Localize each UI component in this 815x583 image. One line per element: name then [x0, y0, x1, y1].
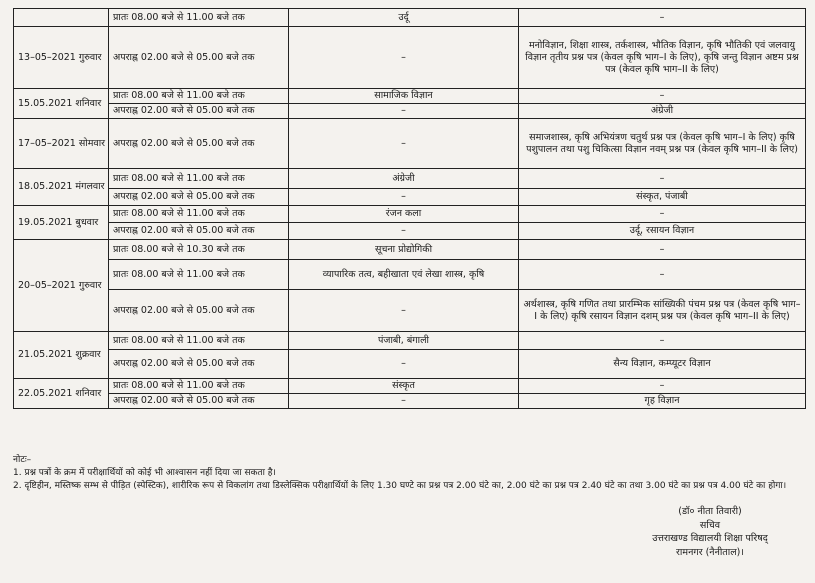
exam-subject-2: – — [519, 260, 806, 290]
exam-subject-1: – — [289, 350, 519, 379]
exam-subject-1: सामाजिक विज्ञान — [289, 89, 519, 104]
exam-subject-2: उर्दू, रसायन विज्ञान — [519, 223, 806, 240]
exam-time: अपराह्न 02.00 बजे से 05.00 बजे तक — [109, 223, 289, 240]
exam-subject-1: – — [289, 27, 519, 89]
exam-subject-2: अंग्रेजी — [519, 104, 806, 119]
signature-block — [610, 505, 810, 559]
exam-time: प्रातः 08.00 बजे से 11.00 बजे तक — [109, 169, 289, 189]
schedule-row — [14, 290, 806, 332]
exam-date: 22.05.2021 शनिवार — [14, 379, 109, 409]
exam-time: प्रातः 08.00 बजे से 11.00 बजे तक — [109, 260, 289, 290]
schedule-row — [14, 260, 806, 290]
signatory-place: रामनगर (नैनीताल)। — [676, 546, 744, 558]
exam-date — [14, 9, 109, 27]
exam-subject-1: – — [289, 290, 519, 332]
exam-date: 20–05–2021 गुरुवार — [14, 240, 109, 332]
notes-section — [13, 454, 805, 493]
schedule-row — [14, 379, 806, 394]
schedule-row — [14, 169, 806, 189]
exam-date: 18.05.2021 मंगलवार — [14, 169, 109, 206]
exam-subject-2: – — [519, 9, 806, 27]
exam-time: अपराह्न 02.00 बजे से 05.00 बजे तक — [109, 350, 289, 379]
exam-subject-2: सैन्य विज्ञान, कम्प्यूटर विज्ञान — [519, 350, 806, 379]
exam-date: 21.05.2021 शुक्रवार — [14, 332, 109, 379]
exam-subject-1: – — [289, 104, 519, 119]
exam-subject-2: – — [519, 332, 806, 350]
signatory-name: (डॉ० नीता तिवारी) — [678, 506, 742, 517]
exam-time: अपराह्न 02.00 बजे से 05.00 बजे तक — [109, 189, 289, 206]
exam-time: अपराह्न 02.00 बजे से 05.00 बजे तक — [109, 104, 289, 119]
schedule-row — [14, 240, 806, 260]
exam-date: 19.05.2021 बुधवार — [14, 206, 109, 240]
signatory-org: उत्तराखण्ड विद्यालयी शिक्षा परिषद् — [652, 533, 768, 544]
exam-subject-1: पंजाबी, बंगाली — [289, 332, 519, 350]
exam-date: 15.05.2021 शनिवार — [14, 89, 109, 119]
exam-subject-2: समाजशास्त्र, कृषि अभियंत्रण चतुर्थ प्रश्न पत्र (केवल कृषि भाग–I के लिए) कृषि पशुपालन तथा पशु चिकित्सा विज्ञान नवम् प्रश्न पत्र (केवल कृषि भाग–II के लिए) — [519, 119, 806, 169]
exam-time: अपराह्न 02.00 बजे से 05.00 बजे तक — [109, 290, 289, 332]
schedule-row — [14, 332, 806, 350]
schedule-row — [14, 27, 806, 89]
note-1: 1. प्रश्न पत्रों के क्रम में परीक्षार्थियों को कोई भी आश्वासन नहीं दिया जा सकता है। — [13, 468, 276, 478]
exam-time: प्रातः 08.00 बजे से 11.00 बजे तक — [109, 89, 289, 104]
exam-subject-1: उर्दू — [289, 9, 519, 27]
exam-time: प्रातः 08.00 बजे से 11.00 बजे तक — [109, 9, 289, 27]
exam-time: प्रातः 08.00 बजे से 11.00 बजे तक — [109, 206, 289, 223]
signatory-designation: सचिव — [699, 519, 721, 531]
exam-time: अपराह्न 02.00 बजे से 05.00 बजे तक — [109, 394, 289, 409]
exam-subject-1: व्यापारिक तत्व, बहीखाता एवं लेखा शास्त्र, कृषि — [289, 260, 519, 290]
schedule-row — [14, 104, 806, 119]
exam-subject-1: संस्कृत — [289, 379, 519, 394]
exam-subject-1: – — [289, 119, 519, 169]
exam-subject-1: अंग्रेजी — [289, 169, 519, 189]
schedule-row — [14, 206, 806, 223]
exam-schedule-table — [13, 8, 806, 409]
exam-subject-2: – — [519, 206, 806, 223]
notes-heading: नोटः– — [13, 455, 32, 465]
exam-date: 17–05–2021 सोमवार — [14, 119, 109, 169]
exam-time: अपराह्न 02.00 बजे से 05.00 बजे तक — [109, 27, 289, 89]
exam-subject-1: रंजन कला — [289, 206, 519, 223]
exam-subject-2: – — [519, 240, 806, 260]
exam-time: प्रातः 08.00 बजे से 10.30 बजे तक — [109, 240, 289, 260]
schedule-row — [14, 350, 806, 379]
exam-subject-2: – — [519, 169, 806, 189]
exam-subject-2: – — [519, 89, 806, 104]
exam-subject-1: – — [289, 394, 519, 409]
exam-subject-2: मनोविज्ञान, शिक्षा शास्त्र, तर्कशास्त्र, भौतिक विज्ञान, कृषि भौतिकी एवं जलवायु विज्ञान तृतीय प्रश्न पत्र (केवल कृषि भाग–I के लिए), कृषि जन्तु विज्ञान अष्टम प्रश्न पत्र (केवल कृषि भाग–II के लिए) — [519, 27, 806, 89]
schedule-row — [14, 119, 806, 169]
note-2: 2. दृष्टिहीन, मस्तिष्क सम्भ से पीड़ित (स्पेस्टिक), शारीरिक रूप से विकलांग तथा डिस्लेक्सिक परीक्षार्थियों के लिए 1.30 घण्टे का प्रश्न पत्र 2.00 घंटे का, 2.00 घंटे का प्रश्न पत्र 2.40 घंटे का तथा 3.00 घंटे का प्रश्न पत्र 4.00 घंटे का होगा। — [13, 481, 787, 491]
exam-time: अपराह्न 02.00 बजे से 05.00 बजे तक — [109, 119, 289, 169]
exam-time: प्रातः 08.00 बजे से 11.00 बजे तक — [109, 379, 289, 394]
schedule-row — [14, 223, 806, 240]
schedule-row — [14, 89, 806, 104]
schedule-row — [14, 394, 806, 409]
exam-subject-2: गृह विज्ञान — [519, 394, 806, 409]
exam-subject-2: – — [519, 379, 806, 394]
schedule-row — [14, 9, 806, 27]
exam-subject-2: अर्थशास्त्र, कृषि गणित तथा प्रारम्भिक सांख्यिकी पंचम प्रश्न पत्र (केवल कृषि भाग–I के लिए) कृषि रसायन विज्ञान दशम् प्रश्न पत्र (केवल कृषि भाग–II के लिए) — [519, 290, 806, 332]
exam-subject-1: – — [289, 223, 519, 240]
exam-date: 13–05–2021 गुरुवार — [14, 27, 109, 89]
exam-subject-1: सूचना प्रोद्योगिकी — [289, 240, 519, 260]
exam-subject-1: – — [289, 189, 519, 206]
exam-time: प्रातः 08.00 बजे से 11.00 बजे तक — [109, 332, 289, 350]
schedule-row — [14, 189, 806, 206]
exam-subject-2: संस्कृत, पंजाबी — [519, 189, 806, 206]
